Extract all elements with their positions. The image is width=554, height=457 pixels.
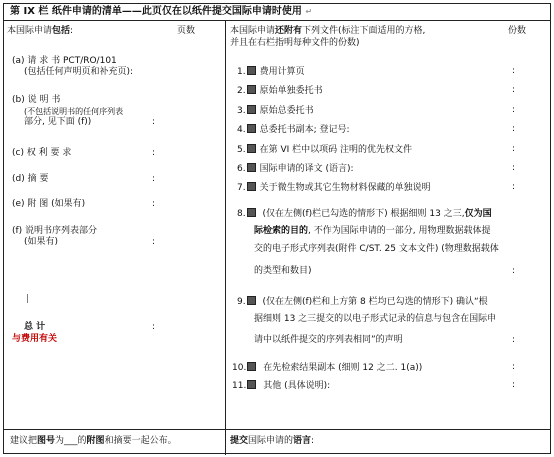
item-b-colon: : (152, 117, 156, 127)
attachment-item-colon: : (512, 124, 516, 134)
attachment-item-label: 总委托书副本; 登记号: (259, 125, 350, 135)
attachment-item-checkbox[interactable] (247, 163, 256, 172)
attachment-item-number: 6. (237, 164, 246, 174)
paper-filing-checklist-form (3, 3, 551, 454)
attachment-item-label: 关于微生物或其它生物材料保藏的单独说明 (259, 183, 431, 193)
filing-language-field (230, 436, 314, 447)
attachment-item-checkbox[interactable] (247, 182, 256, 191)
attachment-item-label: 原始总委托书 (259, 106, 314, 116)
footer-left-c: 为___的 (55, 436, 87, 446)
footer-right-a: 提交 (230, 436, 249, 446)
item-10-label: 在先检索结果副本 (细则 12 之二. 1(a)) (263, 363, 423, 373)
attachment-item-number: 3. (237, 106, 246, 116)
attachment-item-9 (237, 296, 488, 308)
pages-column-label: 页数 (177, 26, 196, 36)
attachment-item-checkbox[interactable] (247, 105, 256, 114)
item-8-line1-bold: 仅为国 (464, 209, 492, 219)
text-cursor-icon: | (26, 294, 30, 304)
item-8-line2-text: , 不作为国际申请的一部分, 用物理数据载体提 (308, 226, 491, 236)
attachment-item-checkbox[interactable] (247, 85, 256, 94)
attachment-item-1 (237, 66, 305, 78)
attachment-item-10 (232, 362, 422, 374)
footer-left-e: 和摘要一起公布。 (104, 436, 177, 446)
item-b-subtext-2: 部分, 见下面 (f)) (24, 117, 92, 127)
paragraph-mark-icon: ↵ (305, 7, 313, 16)
left-header-colon: : (70, 26, 74, 36)
item-f-subtext: (如果有) (24, 237, 59, 247)
left-header-bold: 包括 (52, 26, 71, 36)
item-d-abstract: (d) 摘 要 (12, 174, 49, 184)
item-9-number: 9. (237, 297, 246, 307)
item-8-line1-text: (仅在左侧(f)栏已勾选的情形下) 根据细则 13 之三, (262, 209, 465, 219)
item-e-drawings: (e) 附 图 (如果有) (12, 199, 86, 209)
copies-column-label: 份数 (508, 26, 527, 36)
item-b-description: (b) 说 明 书 (12, 95, 61, 105)
left-header-prefix: 本国际申请 (7, 26, 53, 36)
item-8-checkbox[interactable] (247, 208, 256, 217)
attachment-item-colon: : (512, 66, 516, 76)
right-header-prefix: 本国际申请 (230, 26, 276, 36)
footer-right-c: 语言 (293, 436, 312, 446)
item-11-label: 其他 (具体说明): (263, 381, 331, 391)
item-c-claims: (c) 权 利 要 求 (12, 148, 72, 158)
attachment-item-checkbox[interactable] (247, 144, 256, 153)
item-11-checkbox[interactable] (247, 380, 256, 389)
item-e-colon: : (152, 199, 156, 209)
item-9-line1-text: (仅在左侧(f)栏和上方第 8 栏均已勾选的情形下) 确认“根 (262, 297, 488, 307)
attachment-item-label: 费用计算页 (259, 67, 305, 77)
attachment-item-number: 5. (237, 145, 246, 155)
item-f-sequence-listing: (f) 说明书序列表部分 (12, 226, 98, 236)
item-9-line3: 请中以纸件提交的序列表相同”的声明 (254, 335, 403, 345)
item-a-request: (a) 请 求 书 PCT/RO/101 (12, 56, 117, 66)
item-9-line2: 据细则 13 之三提交的以电子形式记录的信息与包含在国际申 (254, 314, 497, 324)
section-title (4, 4, 550, 21)
column-divider (225, 21, 226, 455)
attachment-item-7 (237, 182, 431, 194)
right-header-bold: 还附有 (275, 26, 303, 36)
item-8-line4: 的类型和数目) (254, 266, 312, 276)
section-title-text: 第 IX 栏 纸件申请的清单——此页仅在以纸件提交国际申请时使用 (10, 6, 302, 17)
attachment-item-checkbox[interactable] (247, 66, 256, 75)
attachment-item-colon: : (512, 163, 516, 173)
attachment-item-number: 2. (237, 86, 246, 96)
item-9-checkbox[interactable] (247, 296, 256, 305)
item-d-colon: : (152, 174, 156, 184)
attachment-item-number: 7. (237, 183, 246, 193)
item-8-number: 8. (237, 209, 246, 219)
item-8-line3: 交的电子形式序列表(附件 C/ST. 25 文本文件) (物理数据载体 (254, 244, 499, 254)
item-8-line2-bold: 际检索的目的 (254, 226, 309, 236)
figure-publication-note (10, 436, 177, 447)
attachment-item-label: 国际申请的译文 (语言): (259, 164, 354, 174)
attachment-item-number: 1. (237, 67, 246, 77)
left-column-header (7, 26, 73, 37)
attachment-item-3 (237, 105, 314, 117)
attachment-item-8 (237, 208, 492, 220)
item-11-number: 11. (232, 381, 247, 391)
footer-left-b: 图号 (37, 436, 56, 446)
item-b-subtext-1: (不包括说明书的任何序列表 (24, 107, 124, 116)
attachment-item-label: 在第 VI 栏中以项码 注明的优先权文件 (259, 145, 412, 155)
item-8-colon: : (512, 266, 516, 276)
footer-right-d: : (311, 436, 315, 446)
footer-divider (4, 429, 550, 430)
attachment-item-colon: : (512, 85, 516, 95)
total-colon: : (152, 322, 156, 332)
total-label: 总 计 (24, 322, 46, 332)
item-11-colon: : (512, 380, 516, 390)
item-9-colon: : (512, 335, 516, 345)
attachment-item-4 (237, 124, 350, 136)
item-f-colon: : (152, 237, 156, 247)
item-10-checkbox[interactable] (247, 362, 256, 371)
item-c-colon: : (152, 148, 156, 158)
attachment-item-colon: : (512, 144, 516, 154)
attachment-item-number: 4. (237, 125, 246, 135)
attachment-item-checkbox[interactable] (247, 124, 256, 133)
item-10-colon: : (512, 362, 516, 372)
attachment-item-6 (237, 163, 354, 175)
attachment-item-colon: : (512, 182, 516, 192)
right-header-rest: 下列文件(标注下面适用的方格, (302, 26, 426, 36)
attachment-item-5 (237, 144, 412, 156)
attachment-item-label: 原始单独委托书 (259, 86, 323, 96)
right-column-header-line2: 并且在右栏指明每种文件的份数) (230, 38, 360, 48)
attachment-item-colon: : (512, 105, 516, 115)
attachment-item-11 (232, 380, 330, 392)
footer-right-b: 国际申请的 (248, 436, 294, 446)
fee-related-label: 与费用有关 (12, 334, 58, 344)
item-10-number: 10. (232, 363, 247, 373)
item-a-subtext: (包括任何声明页和补充页): (24, 67, 134, 77)
right-column-header (230, 26, 425, 37)
footer-left-a: 建议把 (10, 436, 38, 446)
attachment-item-2 (237, 85, 323, 97)
footer-left-d: 附图 (86, 436, 105, 446)
item-8-line2 (254, 226, 490, 237)
